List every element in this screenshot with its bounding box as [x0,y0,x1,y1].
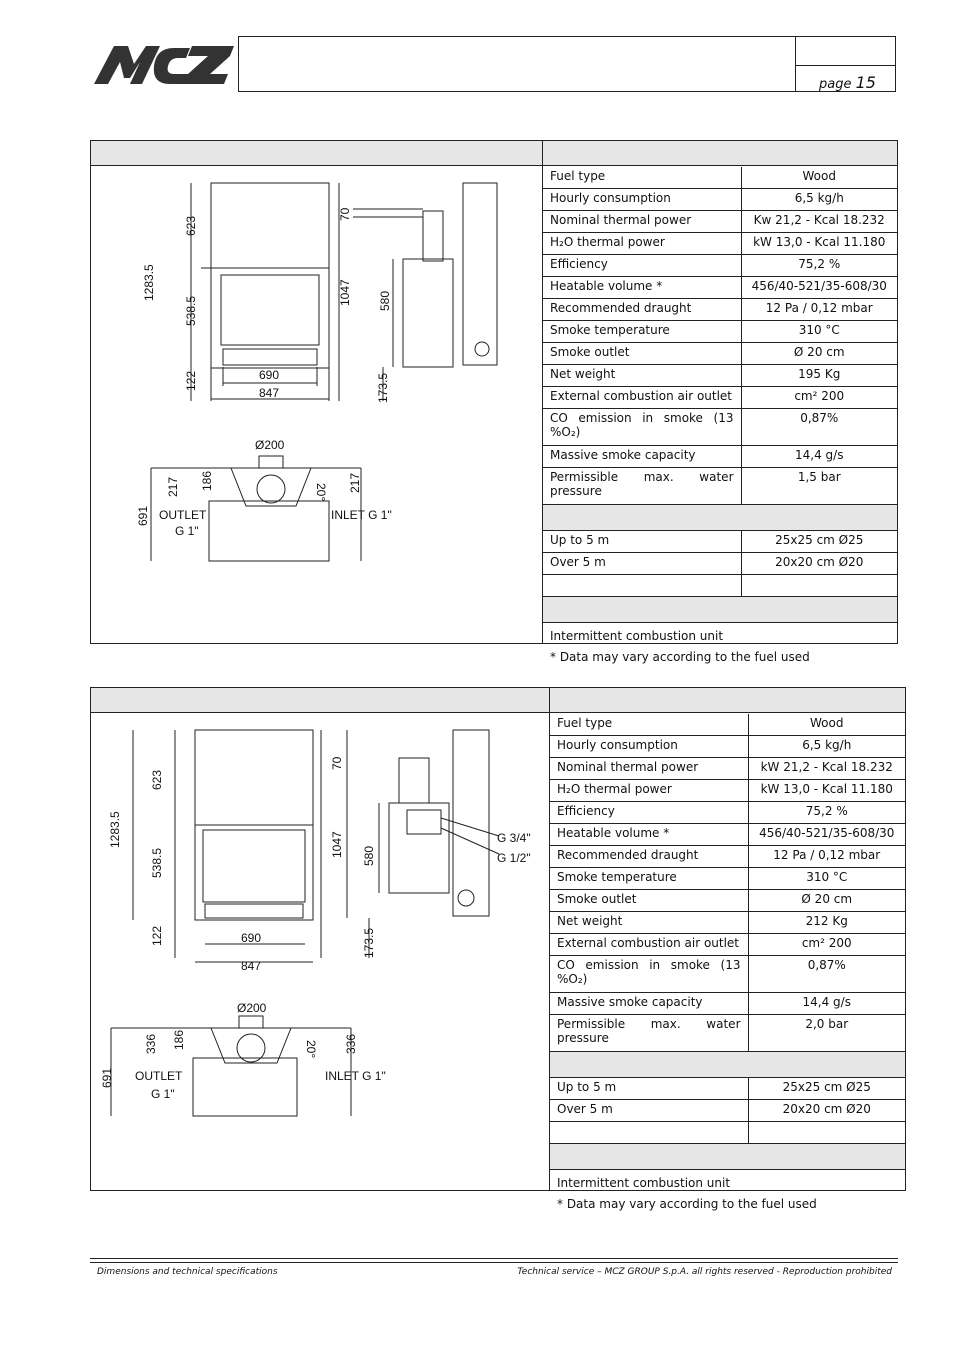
fitting-label-2: G 1/2" [497,851,531,865]
spec-label: Efficiency [550,802,748,824]
dim-side-d2: 1047 [330,831,344,858]
spec-row [550,846,905,868]
dim-front-d1: 623 [184,215,198,236]
dim-front-d4: 122 [184,370,198,391]
spec-label: Nominal thermal power [550,758,748,780]
note-row [543,648,897,669]
spec-value: 456/40-521/35-608/30 [748,824,905,846]
spec-label: Massive smoke capacity [550,993,748,1015]
flue-row [543,531,897,553]
spec-label: Permissible max. water pressure [550,1015,748,1052]
dimension-drawing-2 [100,718,547,1128]
spec-label: External combustion air outlet [543,387,741,409]
dim-front-d5: 690 [259,368,280,382]
spec-row [543,365,897,387]
dim-top-d1: 217 [166,476,180,497]
spec-value: Wood [741,167,897,189]
dim-top-depth: 691 [136,505,150,526]
spec-row [543,343,897,365]
note-text: Intermittent combustion unit [557,1176,731,1190]
spec-value: 195 Kg [741,365,897,387]
flue-header-row [550,1052,905,1078]
dimension-drawing-1 [131,171,541,581]
note-row [550,1170,905,1196]
dim-top-diameter: Ø200 [255,438,285,452]
spec-table-2 [550,714,905,1216]
spec-row [543,233,897,255]
spec-row [543,277,897,299]
spec-value: 0,87% [741,409,897,446]
inlet-label: INLET G 1" [325,1069,386,1083]
spec-table-1 [543,167,897,669]
notes-header-row [543,597,897,623]
flue-label: Up to 5 m [543,531,741,553]
spec-row [550,890,905,912]
spec-value: 6,5 kg/h [748,736,905,758]
spec-value: kW 21,2 - Kcal 18.232 [748,758,905,780]
spec-row [543,321,897,343]
spec-row [543,211,897,233]
spec-label: Hourly consumption [550,736,748,758]
flue-row [543,553,897,575]
flue-label: Up to 5 m [550,1078,748,1100]
spec-row [550,956,905,993]
dim-front-d2: 1283.5 [108,811,122,848]
spec-value: cm² 200 [741,387,897,409]
dim-top-d3: 217 [348,472,362,493]
spec-value: Ø 20 cm [748,890,905,912]
spec-value: 2,0 bar [748,1015,905,1052]
spec-value: 12 Pa / 0,12 mbar [748,846,905,868]
dim-front-d3: 538.5 [184,295,198,326]
dim-front-d6: 847 [259,386,280,400]
dim-side-d1: 70 [330,756,344,770]
dim-side-d4: 173.5 [376,372,390,403]
flue-value: 25x25 cm Ø25 [741,531,897,553]
spec-label: Smoke outlet [550,890,748,912]
note-text: * Data may vary according to the fuel used [557,1197,817,1211]
spec-label: Heatable volume * [550,824,748,846]
empty-row [543,575,897,597]
flue-row [550,1100,905,1122]
spec-row [550,912,905,934]
outlet-size: G 1" [151,1087,175,1101]
spec-label: Net weight [543,365,741,387]
spec-value: Ø 20 cm [741,343,897,365]
product-section-1 [90,140,898,664]
spec-label: Recommended draught [543,299,741,321]
notes-header-row [550,1144,905,1170]
spec-label: Massive smoke capacity [543,446,741,468]
spec-value: 12 Pa / 0,12 mbar [741,299,897,321]
page-number-label [819,73,876,92]
spec-label: Smoke temperature [550,868,748,890]
flue-header-row [543,505,897,531]
spec-label: Efficiency [543,255,741,277]
spec-label: H₂O thermal power [543,233,741,255]
spec-row [550,802,905,824]
note-text: * Data may vary according to the fuel used [550,650,810,664]
dim-front-d4: 122 [150,925,164,946]
spec-label: Fuel type [543,167,741,189]
flue-value: 25x25 cm Ø25 [748,1078,905,1100]
dim-top-d1: 336 [144,1033,158,1054]
dim-top-angle: 20° [314,483,328,502]
spec-value: 456/40-521/35-608/30 [741,277,897,299]
spec-value: 0,87% [748,956,905,993]
spec-label: H₂O thermal power [550,780,748,802]
spec-label: Net weight [550,912,748,934]
spec-row [550,758,905,780]
spec-value: 75,2 % [748,802,905,824]
spec-label: Recommended draught [550,846,748,868]
spec-value: Wood [748,714,905,736]
dim-top-d2: 186 [172,1029,186,1050]
dim-front-d6: 847 [241,959,262,973]
spec-row [543,299,897,321]
flue-label: Over 5 m [550,1100,748,1122]
spec-row [550,714,905,736]
note-text: Intermittent combustion unit [550,629,724,643]
spec-label: CO emission in smoke (13 %O₂) [543,409,741,446]
spec-value: Kw 21,2 - Kcal 18.232 [741,211,897,233]
section-1-title-bar [91,141,543,166]
spec-label: CO emission in smoke (13 %O₂) [550,956,748,993]
inlet-label: INLET G 1" [331,508,392,522]
dim-top-d3: 336 [344,1033,358,1054]
page-label: page [819,77,852,92]
spec-label: External combustion air outlet [550,934,748,956]
spec-row [550,780,905,802]
spec-row [543,255,897,277]
outlet-label: OUTLET [135,1069,183,1083]
spec-value: kW 13,0 - Kcal 11.180 [748,780,905,802]
spec-value: 310 °C [741,321,897,343]
note-row [543,623,897,649]
spec-value: 212 Kg [748,912,905,934]
section-1-spec-title-bar [543,141,897,166]
dim-top-angle: 20° [304,1040,318,1059]
spec-row [550,1015,905,1052]
footer-right-text: Technical service – MCZ GROUP S.p.A. all rights reserved - Reproduction prohibited [517,1267,892,1277]
section-2-spec-title-bar [550,688,905,713]
spec-label: Smoke outlet [543,343,741,365]
footer-left-text: Dimensions and technical specifications [97,1267,278,1277]
fitting-label-1: G 3/4" [497,831,531,845]
dim-side-d1: 70 [338,207,352,221]
spec-value: 310 °C [748,868,905,890]
spec-value: 6,5 kg/h [741,189,897,211]
dim-top-depth: 691 [100,1067,114,1088]
note-row [550,1195,905,1216]
dim-top-d2: 186 [200,470,214,491]
dim-front-d2: 1283.5 [142,264,156,301]
spec-value: kW 13,0 - Kcal 11.180 [741,233,897,255]
empty-row [550,1122,905,1144]
spec-row [543,387,897,409]
spec-row [543,468,897,505]
spec-row [543,409,897,446]
spec-value: 1,5 bar [741,468,897,505]
spec-value: 14,4 g/s [741,446,897,468]
spec-row [550,824,905,846]
spec-row [543,167,897,189]
dim-side-d4: 173.5 [362,927,376,958]
spec-row [550,868,905,890]
flue-value: 20x20 cm Ø20 [741,553,897,575]
product-section-2 [90,687,906,1211]
flue-value: 20x20 cm Ø20 [748,1100,905,1122]
dim-top-diameter: Ø200 [237,1001,267,1015]
dim-side-d3: 580 [378,290,392,311]
spec-label: Fuel type [550,714,748,736]
spec-label: Smoke temperature [543,321,741,343]
spec-label: Permissible max. water pressure [543,468,741,505]
spec-row [550,736,905,758]
dim-front-d1: 623 [150,769,164,790]
dim-front-d5: 690 [241,931,262,945]
flue-label: Over 5 m [543,553,741,575]
outlet-label: OUTLET [159,508,207,522]
spec-value: cm² 200 [748,934,905,956]
page-number: 15 [855,73,876,92]
dim-side-d2: 1047 [338,279,352,306]
outlet-size: G 1" [175,524,199,538]
dim-front-d3: 538.5 [150,847,164,878]
header-box [238,36,896,92]
spec-value: 75,2 % [741,255,897,277]
spec-row [550,993,905,1015]
spec-label: Nominal thermal power [543,211,741,233]
dim-side-d3: 580 [362,845,376,866]
spec-label: Hourly consumption [543,189,741,211]
spec-label: Heatable volume * [543,277,741,299]
flue-row [550,1078,905,1100]
spec-value: 14,4 g/s [748,993,905,1015]
section-2-title-bar [91,688,550,713]
spec-row [543,189,897,211]
spec-row [550,934,905,956]
mcz-logo [94,42,234,86]
spec-row [543,446,897,468]
